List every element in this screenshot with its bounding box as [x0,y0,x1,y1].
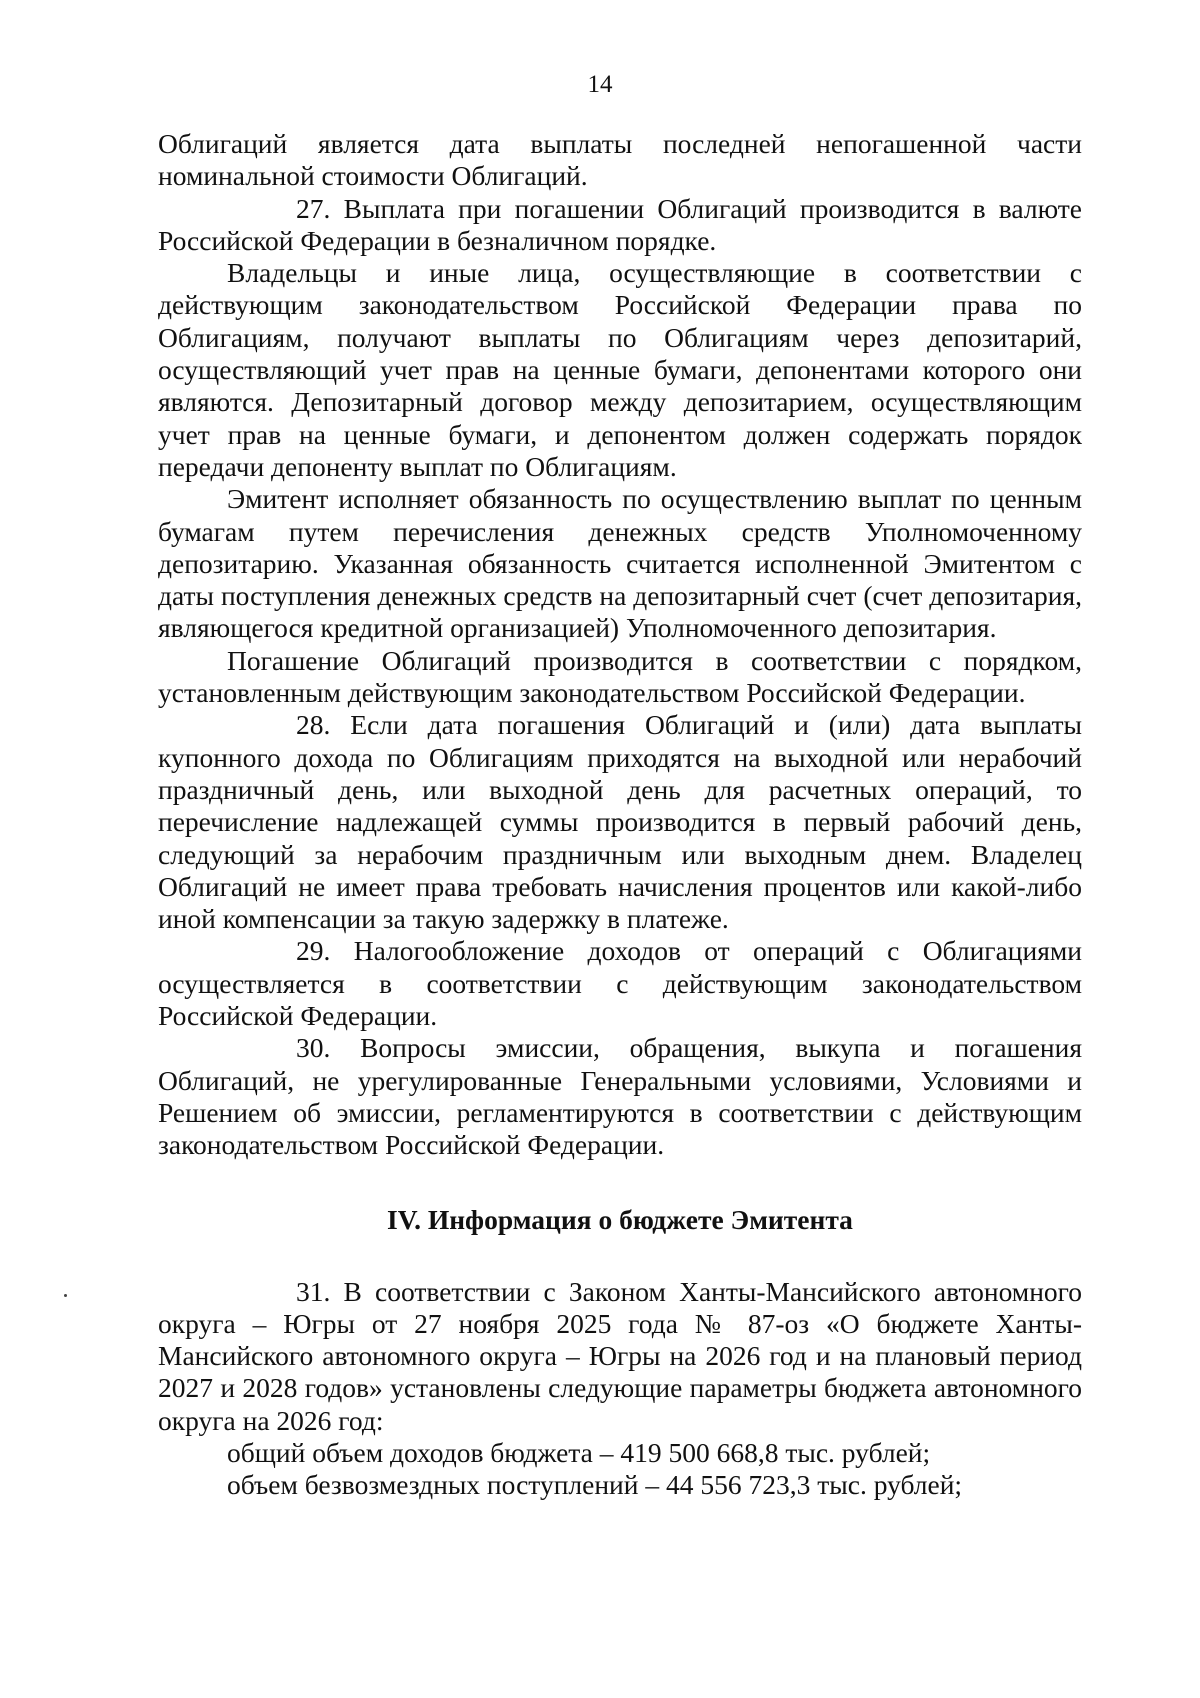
paragraph-28 [158,709,1082,935]
paragraph-text: Налогообложение доходов от операций с Облигациями осуществляется в соответствии с действующим законодательством Российской Федерации. [158,935,1082,1032]
paragraph-29 [158,935,1082,1032]
paragraph-text: Вопросы эмиссии, обращения, выкупа и погашения Облигаций, не урегулированные Генеральными условиями, Условиями и Решением об эмиссии, регламентируются в соответствии с действующим законодательством Российской Федерации. [158,1032,1082,1161]
paragraph-number: 28. [296,709,331,741]
section-heading: IV. Информация о бюджете Эмитента [387,1203,853,1235]
scan-speck [64,1294,67,1297]
paragraph-text: В соответствии с Законом Ханты-Мансийского автономного округа – Югры от 27 ноября 2025 года № 87-оз «О бюджете Ханты-Мансийского автономного округа – Югры на 2026 год и на плановый период 2027 и 2028 годов» установлены следующие параметры бюджета автономного округа на 2026 год: [158,1275,1083,1436]
paragraph-number: 27. [296,192,331,224]
page-number: 14 [587,71,613,98]
paragraph-issuer-obligation: Эмитент исполняет обязанность по осуществлению выплат по ценным бумагам путем перечисления денежных средств Уполномоченному депозитарию. Указанная обязанность считается исполненной Эмитентом с даты поступления денежных средств на депозитарный счет (счет депозитария, являющегося кредитной организацией) Уполномоченного депозитария. [158,483,1082,644]
paragraph-owners: Владельцы и иные лица, осуществляющие в соответствии с действующим законодательством Российской Федерации права по Облигациям, получают выплаты по Облигациям через депозитарий, осуществляющий учет прав на ценные бумаги, депонентами которого они являются. Депозитарный договор между депозитарием, осуществляющим учет прав на ценные бумаги, и депонентом должен содержать порядок передачи депоненту выплат по Облигациям. [158,257,1082,482]
budget-item-revenue: общий объем доходов бюджета – 419 500 668,8 тыс. рублей; [227,1436,931,1468]
paragraph-text: Выплата при погашении Облигаций производится в валюте Российской Федерации в безналичном порядке. [158,192,1082,256]
paragraph-number: 31. [296,1275,331,1307]
paragraph-text: Если дата погашения Облигаций и (или) дата выплаты купонного дохода по Облигациям приходятся на выходной или нерабочий праздничный день, или выходной день для расчетных операций, то перечисление надлежащей суммы производится в первый рабочий день, следующий за нерабочим праздничным или выходным днем. Владелец Облигаций не имеет права требовать начисления процентов или какой-либо иной компенсации за такую задержку в платеже. [158,709,1082,935]
paragraph-30 [158,1032,1082,1161]
paragraph-31 [158,1276,1082,1437]
budget-item-grants: объем безвозмездных поступлений – 44 556 723,3 тыс. рублей; [227,1469,963,1501]
paragraph-number: 29. [296,935,331,967]
paragraph-number: 30. [296,1032,331,1064]
paragraph-redemption-order: Погашение Облигаций производится в соответствии с порядком, установленным действующим законодательством Российской Федерации. [158,644,1082,709]
document-body [158,128,1082,1502]
paragraph-continuation: Облигаций является дата выплаты последней непогашенной части номинальной стоимости Облигаций. [158,128,1082,192]
paragraph-27 [158,193,1082,258]
